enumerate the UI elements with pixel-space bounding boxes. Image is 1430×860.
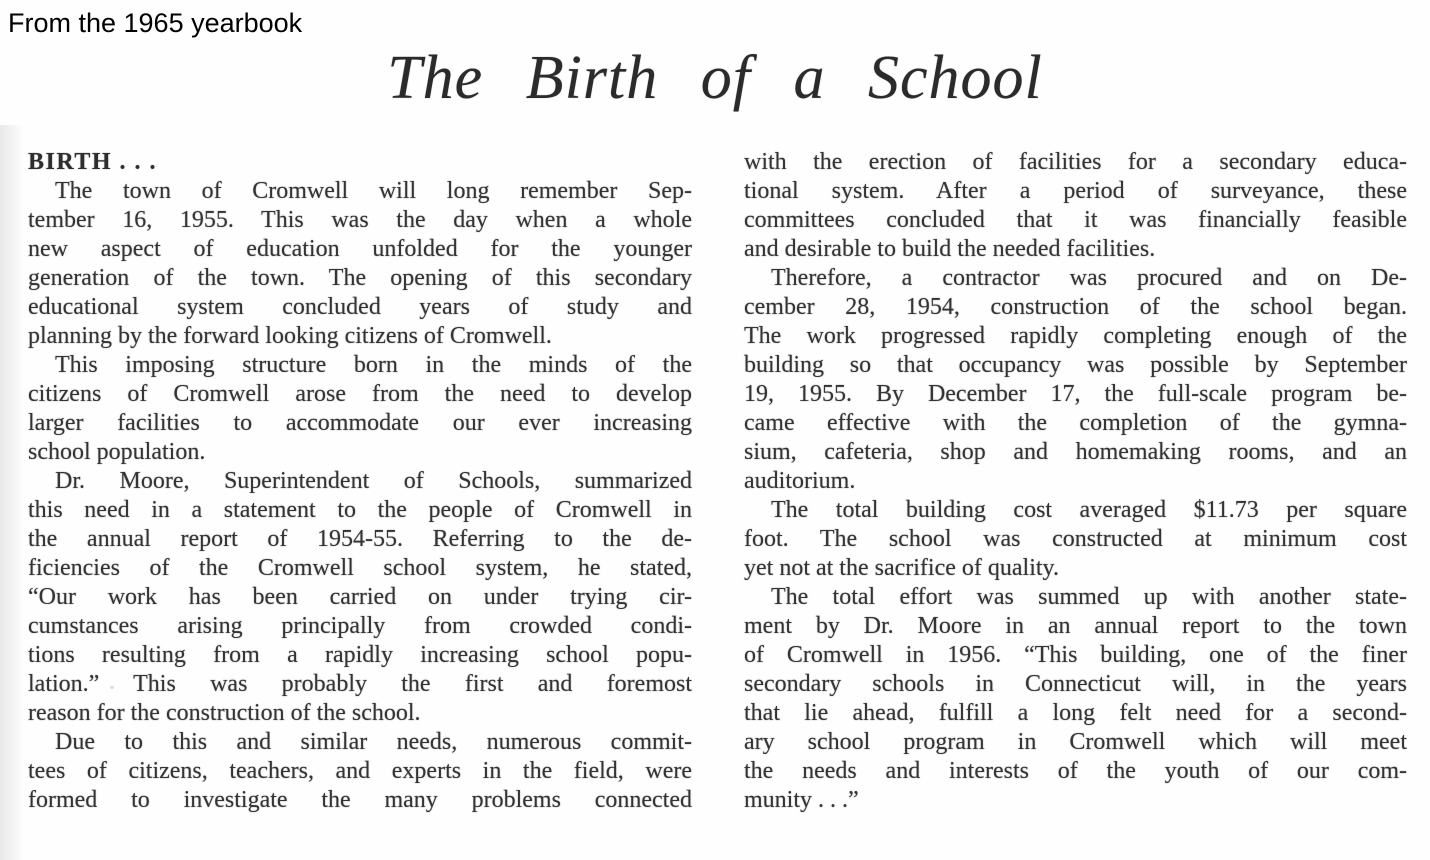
text-line: of Cromwell in 1956. “This building, one of the finer — [744, 642, 1407, 668]
text-line: “Our work has been carried on under trying cir- — [28, 584, 692, 610]
text-line: the needs and interests of the youth of our com- — [744, 758, 1407, 784]
text-line: 19, 1955. By December 17, the full-scale program be- — [744, 381, 1407, 407]
text-line: larger facilities to accommodate our ever increasing — [28, 410, 692, 436]
text-line: The work progressed rapidly completing enough of the — [744, 323, 1407, 349]
text-line: The town of Cromwell will long remember Sep- — [55, 178, 692, 204]
text-line: munity . . .” — [744, 787, 859, 813]
text-line: cember 28, 1954, construction of the school began. — [744, 294, 1407, 320]
text-line: the annual report of 1954-55. Referring to the de- — [28, 526, 692, 552]
text-line: this need in a statement to the people of Cromwell in — [28, 497, 692, 523]
paragraph — [744, 583, 1407, 815]
text-line: generation of the town. The opening of this secondary — [28, 265, 692, 291]
text-line: auditorium. — [744, 468, 856, 494]
text-line: committees concluded that it was financially feasible — [744, 207, 1407, 233]
text-line: The total building cost averaged $11.73 per square — [771, 497, 1407, 523]
text-line: tions resulting from a rapidly increasing school popu- — [28, 642, 692, 668]
text-line: Due to this and similar needs, numerous commit- — [55, 729, 692, 755]
paragraph — [28, 177, 692, 351]
text-line: secondary schools in Connecticut will, in the years — [744, 671, 1407, 697]
text-line: planning by the forward looking citizens of Cromwell. — [28, 323, 552, 349]
text-line: formed to investigate the many problems connected — [28, 787, 692, 813]
page-title: The Birth of a School — [387, 44, 1043, 112]
text-line: with the erection of facilities for a secondary educa- — [744, 149, 1407, 175]
text-line: tember 16, 1955. This was the day when a whole — [28, 207, 692, 233]
text-line: lation.” This was probably the first and foremost — [28, 671, 692, 697]
text-line: yet not at the sacrifice of quality. — [744, 555, 1059, 581]
column-right-paragraphs — [744, 148, 1407, 815]
text-line: ficiencies of the Cromwell school system, he stated, — [28, 555, 692, 581]
text-line: building so that occupancy was possible by September — [744, 352, 1407, 378]
paragraph — [28, 351, 692, 467]
text-line: ary school program in Cromwell which will meet — [744, 729, 1407, 755]
paragraph — [28, 728, 692, 815]
scan-edge-shadow — [0, 125, 24, 860]
paragraph — [744, 264, 1407, 496]
text-line: and desirable to build the needed facilities. — [744, 236, 1156, 262]
text-line: citizens of Cromwell arose from the need to develop — [28, 381, 692, 407]
paragraph — [28, 467, 692, 728]
text-line: foot. The school was constructed at minimum cost — [744, 526, 1407, 552]
text-line: that lie ahead, fulfill a long felt need for a second- — [744, 700, 1407, 726]
text-line: new aspect of education unfolded for the younger — [28, 236, 692, 262]
text-line: The total effort was summed up with another state- — [771, 584, 1407, 610]
text-line: tional system. After a period of surveyance, these — [744, 178, 1407, 204]
article-body — [28, 148, 1408, 815]
text-line: Dr. Moore, Superintendent of Schools, summarized — [55, 468, 692, 494]
caption: From the 1965 yearbook — [8, 8, 303, 38]
text-line: tees of citizens, teachers, and experts in the field, were — [28, 758, 692, 784]
text-line: ment by Dr. Moore in an annual report to the town — [744, 613, 1407, 639]
text-line: reason for the construction of the school. — [28, 700, 421, 726]
paragraph — [744, 148, 1407, 264]
text-line: came effective with the completion of the gymna- — [744, 410, 1407, 436]
text-line: sium, cafeteria, shop and homemaking rooms, and an — [744, 439, 1407, 465]
text-line: educational system concluded years of study and — [28, 294, 692, 320]
text-line: school population. — [28, 439, 206, 465]
column-right — [744, 148, 1407, 815]
column-left-paragraphs — [28, 177, 692, 815]
paragraph — [744, 496, 1407, 583]
section-heading: BIRTH . . . — [28, 149, 158, 175]
text-line: Therefore, a contractor was procured and on De- — [771, 265, 1407, 291]
column-left — [28, 148, 692, 815]
text-line: This imposing structure born in the minds of the — [55, 352, 692, 378]
text-line: cumstances arising principally from crowded condi- — [28, 613, 692, 639]
